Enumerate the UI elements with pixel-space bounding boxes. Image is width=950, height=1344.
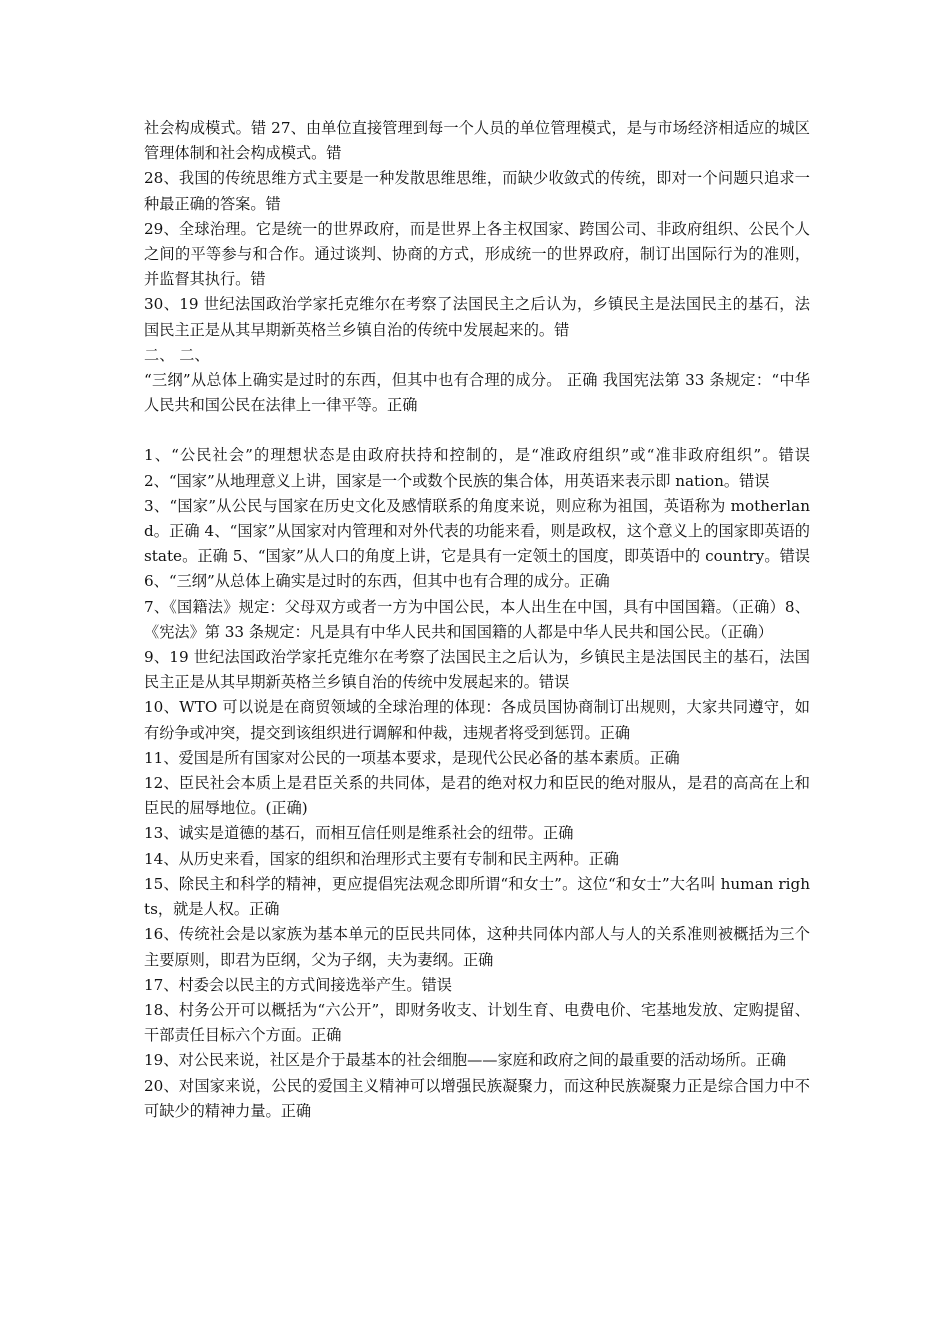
paragraph-item-30: 30、19 世纪法国政治学家托克维尔在考察了法国民主之后认为，乡镇民主是法国民主的基石，法国民主正是从其早期新英格兰乡镇自治的传统中发展起来的。错	[144, 295, 810, 339]
document-page	[144, 116, 810, 1124]
paragraph-item-26-27: 社会构成模式。错 27、由单位直接管理到每一个人员的单位管理模式，是与市场经济相适应的城区管理体制和社会构成模式。错	[144, 119, 810, 163]
blank-line	[144, 418, 810, 443]
paragraph-item-14: 14、从历史来看，国家的组织和治理形式主要有专制和民主两种。正确	[144, 849, 619, 868]
paragraph-item-17: 17、村委会以民主的方式间接选举产生。错误	[144, 975, 452, 994]
paragraph-item-12: 12、臣民社会本质上是君臣关系的共同体，是君的绝对权力和臣民的绝对服从，是君的高高在上和臣民的屈辱地位。(正确)	[144, 774, 810, 818]
paragraph-item-7-8: 7、《国籍法》规定：父母双方或者一方为中国公民，本人出生在中国，具有中国国籍。（正确）8、《宪法》第 33 条规定：凡是具有中华人民共和国国籍的人都是中华人民共和国公民。（正确）	[144, 597, 810, 641]
paragraph-item-16: 16、传统社会是以家族为基本单元的臣民共同体，这种共同体内部人与人的关系准则被概括为三个主要原则，即君为臣纲，父为子纲，夫为妻纲。正确	[144, 925, 810, 969]
paragraph-three-principles: “三纲”从总体上确实是过时的东西，但其中也有合理的成分。 正确 我国宪法第 33 条规定：“中华人民共和国公民在法律上一律平等。正确	[144, 371, 810, 415]
paragraph-item-3-6: 3、“国家”从公民与国家在历史文化及感情联系的角度来说，则应称为祖国，英语称为 motherland。正确 4、“国家”从国家对内管理和对外代表的功能来看，则是政权，这个意义上的国家即英语的 state。正确 5、“国家”从人口的角度上讲，它是具有一定领土的国度，即英语中的 country。错误 6、“三纲”从总体上确实是过时的东西，但其中也有合理的成分。正确	[144, 496, 810, 591]
paragraph-item-19: 19、对公民来说，社区是介于最基本的社会细胞——家庭和政府之间的最重要的活动场所。正确	[144, 1051, 787, 1070]
paragraph-item-11: 11、爱国是所有国家对公民的一项基本要求，是现代公民必备的基本素质。正确	[144, 748, 680, 767]
paragraph-item-28: 28、我国的传统思维方式主要是一种发散思维思维，而缺少收敛式的传统，即对一个问题只追求一种最正确的答案。错	[144, 169, 810, 213]
paragraph-item-13: 13、诚实是道德的基石，而相互信任则是维系社会的纽带。正确	[144, 824, 574, 843]
paragraph-item-20: 20、对国家来说，公民的爱国主义精神可以增强民族凝聚力，而这种民族凝聚力正是综合国力中不可缺少的精神力量。正确	[144, 1076, 810, 1120]
section-heading-two: 二、 二、	[144, 345, 210, 364]
paragraph-item-29: 29、全球治理。它是统一的世界政府，而是世界上各主权国家、跨国公司、非政府组织、公民个人之间的平等参与和合作。通过谈判、协商的方式，形成统一的世界政府，制订出国际行为的准则，并监督其执行。错	[144, 219, 810, 289]
paragraph-item-18: 18、村务公开可以概括为“六公开”，即财务收支、计划生育、电费电价、宅基地发放、定购提留、干部责任目标六个方面。正确	[144, 1000, 810, 1045]
paragraph-item-1-2: 1、“公民社会”的理想状态是由政府扶持和控制的，是“准政府组织”或“准非政府组织”。错误 2、“国家”从地理意义上讲，国家是一个或数个民族的集合体，用英语来表示即 nation。错误	[144, 446, 810, 490]
paragraph-item-10: 10、WTO 可以说是在商贸领域的全球治理的体现：各成员国协商制订出规则，大家共同遵守，如有纷争或冲突，提交到该组织进行调解和仲裁，违规者将受到惩罚。正确	[144, 698, 810, 742]
paragraph-item-15: 15、除民主和科学的精神，更应提倡宪法观念即所谓“和女士”。这位“和女士”大名叫 human rights，就是人权。正确	[144, 874, 810, 919]
paragraph-item-9: 9、19 世纪法国政治学家托克维尔在考察了法国民主之后认为，乡镇民主是法国民主的基石，法国民主正是从其早期新英格兰乡镇自治的传统中发展起来的。错误	[144, 648, 810, 692]
